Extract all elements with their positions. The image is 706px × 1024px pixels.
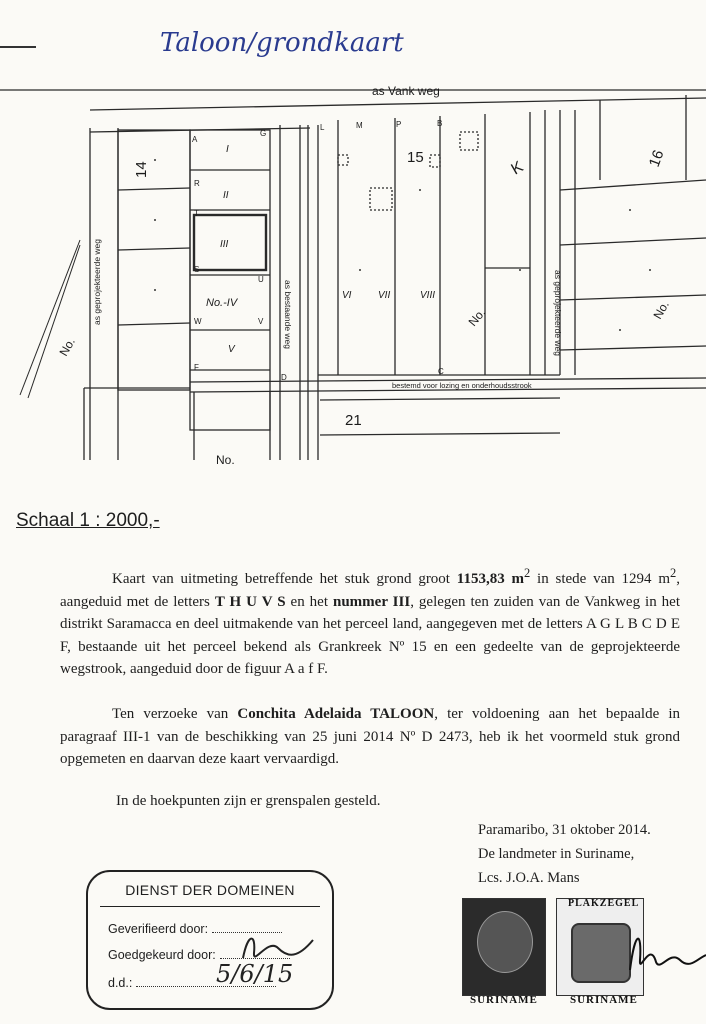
letter-u: U	[258, 275, 264, 284]
lot-16: 16	[645, 147, 668, 170]
letter-p: P	[396, 120, 402, 129]
lot-14: 14	[133, 161, 150, 178]
parcel-v: V	[228, 344, 235, 355]
signature-name: Lcs. J.O.A. Mans	[478, 870, 580, 886]
parcel-vi: VI	[342, 290, 352, 301]
label-road-left: as geprojekteerde weg	[92, 238, 102, 325]
domain-office-stamp	[86, 870, 334, 1010]
no-label-right: No.	[650, 298, 672, 322]
margin-line	[0, 46, 36, 48]
letter-m: M	[356, 121, 363, 130]
letter-t: T	[194, 209, 199, 218]
letter-k: K	[508, 158, 527, 179]
revenue-stamp-left	[462, 898, 546, 996]
parcel-i: I	[226, 144, 229, 155]
scale-label: Schaal 1 : 2000,-	[16, 510, 160, 531]
no-label-bottom: No.	[216, 453, 235, 467]
label-road-right: as geprojekteerde weg	[553, 270, 563, 357]
label-strip: bestemd voor lozing en onderhoudsstrook	[392, 381, 532, 390]
signature-role: De landmeter in Suriname,	[478, 846, 635, 862]
p2-name: Conchita Adelaida TALOON	[237, 706, 435, 722]
revenue-stamp-right-top: PLAKZEGEL	[568, 898, 640, 909]
p1-letters: T H U V S	[214, 593, 286, 610]
paragraph-boundary: In de hoekpunten zijn er grenspalen gesteld.	[116, 793, 381, 809]
letter-d: D	[281, 373, 287, 382]
p1-text-a: Kaart van uitmeting betreffende het stuk grond groot	[112, 571, 457, 587]
p1-sup-a: 2	[524, 566, 531, 580]
p1-text-e: , gelegen ten zuiden van de Vankweg in het distrikt Saramacca en deel uitmakende van het perceel land, aangegeven met de letters A G L B C D E F, bestaande uit het perceel bekend als Grankreek Nº 15 en een gedeelte van de geprojekteerde wegstrook, aangeduid door de figuur A a f F.	[60, 593, 680, 677]
p1-text-b: in stede van 1294 m	[530, 571, 671, 587]
lot-15: 15	[407, 149, 424, 166]
p1-number: nummer III	[332, 593, 411, 610]
handwritten-title: Taloon/grondkaart	[160, 28, 404, 58]
cadastral-map	[0, 70, 706, 470]
paragraph-survey	[60, 562, 680, 681]
letter-v: V	[258, 317, 264, 326]
stamp-date-value: 5/6/15	[216, 960, 294, 988]
letter-f: F	[194, 363, 199, 372]
letter-r: R	[194, 179, 200, 188]
lot-21: 21	[345, 412, 362, 429]
stamp-verified-label: Geverifieerd door:	[108, 922, 209, 936]
letter-c: C	[438, 367, 444, 376]
letter-l: L	[320, 123, 325, 132]
stamp-title: DIENST DER DOMEINEN	[125, 882, 295, 898]
label-vank-weg: as Vank weg	[372, 84, 440, 98]
stamp-signature	[238, 928, 318, 968]
signature-place-date: Paramaribo, 31 oktober 2014.	[478, 822, 651, 838]
p1-area: 1153,83 m	[456, 571, 524, 587]
letter-g: G	[260, 129, 267, 138]
p2-text-b: , ter voldoening aan het bepaalde in paragraaf III-1 van de beschikking van 25 juni 2014 Nº D 2473, heb ik het voormeld stuk grond opgemeten en daarvan deze kaart vervaardigd.	[60, 706, 680, 767]
parcel-ii: II	[223, 190, 229, 201]
letter-a: A	[192, 135, 198, 144]
parcel-iv: No.-IV	[206, 297, 238, 309]
letter-s: S	[194, 265, 200, 274]
p1-text-d: en het	[285, 593, 333, 610]
letter-b: B	[437, 119, 443, 128]
p2-text-a: Ten verzoeke van	[112, 706, 238, 722]
parcel-vii: VII	[378, 290, 391, 301]
revenue-stamp-left-label: SURINAME	[470, 994, 538, 1006]
p1-sup-b: 2	[670, 566, 677, 580]
surveyor-signature	[620, 920, 706, 980]
stamp-date-label: d.d.:	[108, 976, 133, 990]
revenue-stamp-right-label: SURINAME	[570, 994, 638, 1006]
letter-w: W	[194, 317, 202, 326]
no-label-left: No.	[56, 335, 78, 359]
parcel-viii: VIII	[420, 290, 436, 301]
no-label-mid: No.	[465, 305, 489, 329]
label-road-middle: as bestaande weg	[283, 280, 293, 349]
stamp-approved-label: Goedgekeurd door:	[108, 948, 216, 962]
p1-text-c: , aangeduid met de letters	[60, 571, 681, 610]
parcel-iii: III	[220, 239, 229, 250]
paragraph-request	[60, 703, 680, 771]
